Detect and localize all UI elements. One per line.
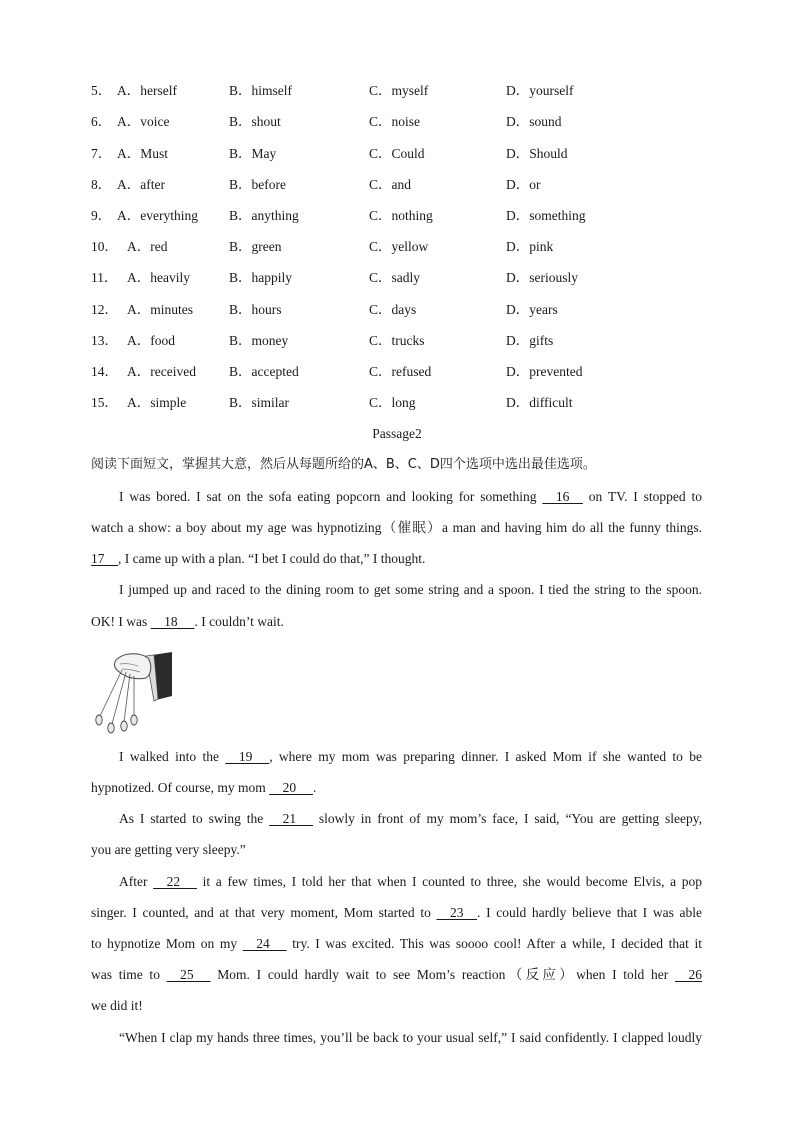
passage-line: I was bored. I sat on the sofa eating popcorn and looking for something 16 on TV. I stopped to — [119, 487, 702, 507]
option-b: B．before — [229, 177, 286, 192]
option-b: B．anything — [229, 208, 299, 223]
option-b: B．money — [229, 333, 289, 348]
option-d: D．gifts — [506, 333, 554, 348]
passage-line: I walked into the 19 , where my mom was preparing dinner. I asked Mom if she wanted to be — [119, 747, 702, 767]
option-b: B．accepted — [229, 364, 299, 379]
question-number: 5． — [91, 83, 112, 98]
question-number: 6． — [91, 114, 112, 129]
option-b: B．similar — [229, 395, 289, 410]
passage-line: hypnotized. Of course, my mom 20 . — [91, 778, 702, 798]
question-number: 10． — [91, 239, 118, 254]
option-d: D．Should — [506, 146, 568, 161]
answer-blank-25: 25 — [166, 967, 211, 982]
passage-line: OK! I was 18 . I couldn’t wait. — [91, 612, 702, 632]
passage-line: watch a show: a boy about my age was hypnotizing（催眠）a man and having him do all the funny things. — [91, 520, 702, 535]
option-d: D．years — [506, 302, 558, 317]
passage-line: 17 , I came up with a plan. “I bet I could do that,” I thought. — [91, 549, 702, 569]
option-c: C．and — [369, 177, 411, 192]
option-c: C．days — [369, 302, 417, 317]
option-a: A．after — [117, 177, 165, 192]
option-c: C．noise — [369, 114, 421, 129]
answer-blank-24: 24 — [242, 936, 287, 951]
option-c: C．trucks — [369, 333, 425, 348]
passage-line: After 22 it a few times, I told her that when I counted to three, she would become Elvis, a pop — [119, 872, 702, 892]
question-number: 14． — [91, 364, 118, 379]
option-a: A．minutes — [127, 302, 193, 317]
option-c: C．sadly — [369, 270, 421, 285]
passage-line: to hypnotize Mom on my 24 try. I was excited. This was soooo cool! After a while, I decided that it — [91, 934, 702, 954]
passage-line: As I started to swing the 21 slowly in front of my mom’s face, I said, “You are getting sleepy, — [119, 809, 702, 829]
answer-blank-17: 17 — [91, 551, 118, 566]
option-d: D．something — [506, 208, 586, 223]
option-c: C．nothing — [369, 208, 433, 223]
option-c: C．long — [369, 395, 416, 410]
passage-line: I jumped up and raced to the dining room to get some string and a spoon. I tied the string to the spoon. — [119, 582, 702, 597]
answer-blank-22: 22 — [153, 874, 198, 889]
option-c: C．yellow — [369, 239, 429, 254]
answer-blank-16: 16 — [542, 489, 583, 504]
option-b: B．happily — [229, 270, 292, 285]
option-a: A．simple — [127, 395, 187, 410]
option-a: A．received — [127, 364, 196, 379]
hand-holding-spoons-icon — [88, 650, 174, 734]
option-d: D．prevented — [506, 364, 583, 379]
passage-line: was time to 25 Mom. I could hardly wait to see Mom’s reaction（反应）when I told her 26 — [91, 965, 702, 985]
passage-line: you are getting very sleepy.” — [91, 842, 246, 857]
question-number: 8． — [91, 177, 112, 192]
option-d: D．sound — [506, 114, 562, 129]
answer-blank-23: 23 — [436, 905, 478, 920]
option-a: A．Must — [117, 146, 169, 161]
option-a: A．red — [127, 239, 168, 254]
option-d: D．seriously — [506, 270, 578, 285]
instruction-text: 阅读下面短文，掌握其大意，然后从每题所给的A、B、C、D四个选项中选出最佳选项。 — [91, 457, 596, 472]
passage-line: singer. I counted, and at that very moment, Mom started to 23 . I could hardly believe that I was able — [91, 903, 702, 923]
passage-title: Passage2 — [372, 426, 422, 441]
option-c: C．refused — [369, 364, 432, 379]
question-number: 11． — [91, 270, 118, 285]
option-c: C．Could — [369, 146, 425, 161]
option-a: A．food — [127, 333, 175, 348]
passage-line: “When I clap my hands three times, you’ll be back to your usual self,” I said confidently. I clapped loudly — [119, 1030, 702, 1045]
question-number: 9． — [91, 208, 112, 223]
question-number: 15． — [91, 395, 118, 410]
answer-blank-26: 26 — [675, 967, 702, 982]
answer-blank-21: 21 — [269, 811, 313, 826]
question-number: 12． — [91, 302, 118, 317]
question-number: 7． — [91, 146, 112, 161]
option-d: D．pink — [506, 239, 554, 254]
option-c: C．myself — [369, 83, 429, 98]
question-number: 13． — [91, 333, 118, 348]
option-b: B．himself — [229, 83, 292, 98]
option-b: B．shout — [229, 114, 281, 129]
answer-blank-19: 19 — [225, 749, 270, 764]
option-a: A．voice — [117, 114, 170, 129]
answer-blank-20: 20 — [269, 780, 313, 795]
option-a: A．herself — [117, 83, 177, 98]
option-d: D．yourself — [506, 83, 574, 98]
option-a: A．heavily — [127, 270, 190, 285]
option-d: D．or — [506, 177, 541, 192]
passage-line: we did it! — [91, 998, 143, 1013]
option-b: B．hours — [229, 302, 282, 317]
option-a: A．everything — [117, 208, 198, 223]
option-b: B．green — [229, 239, 282, 254]
option-b: B．May — [229, 146, 277, 161]
option-d: D．difficult — [506, 395, 573, 410]
answer-blank-18: 18 — [150, 614, 195, 629]
